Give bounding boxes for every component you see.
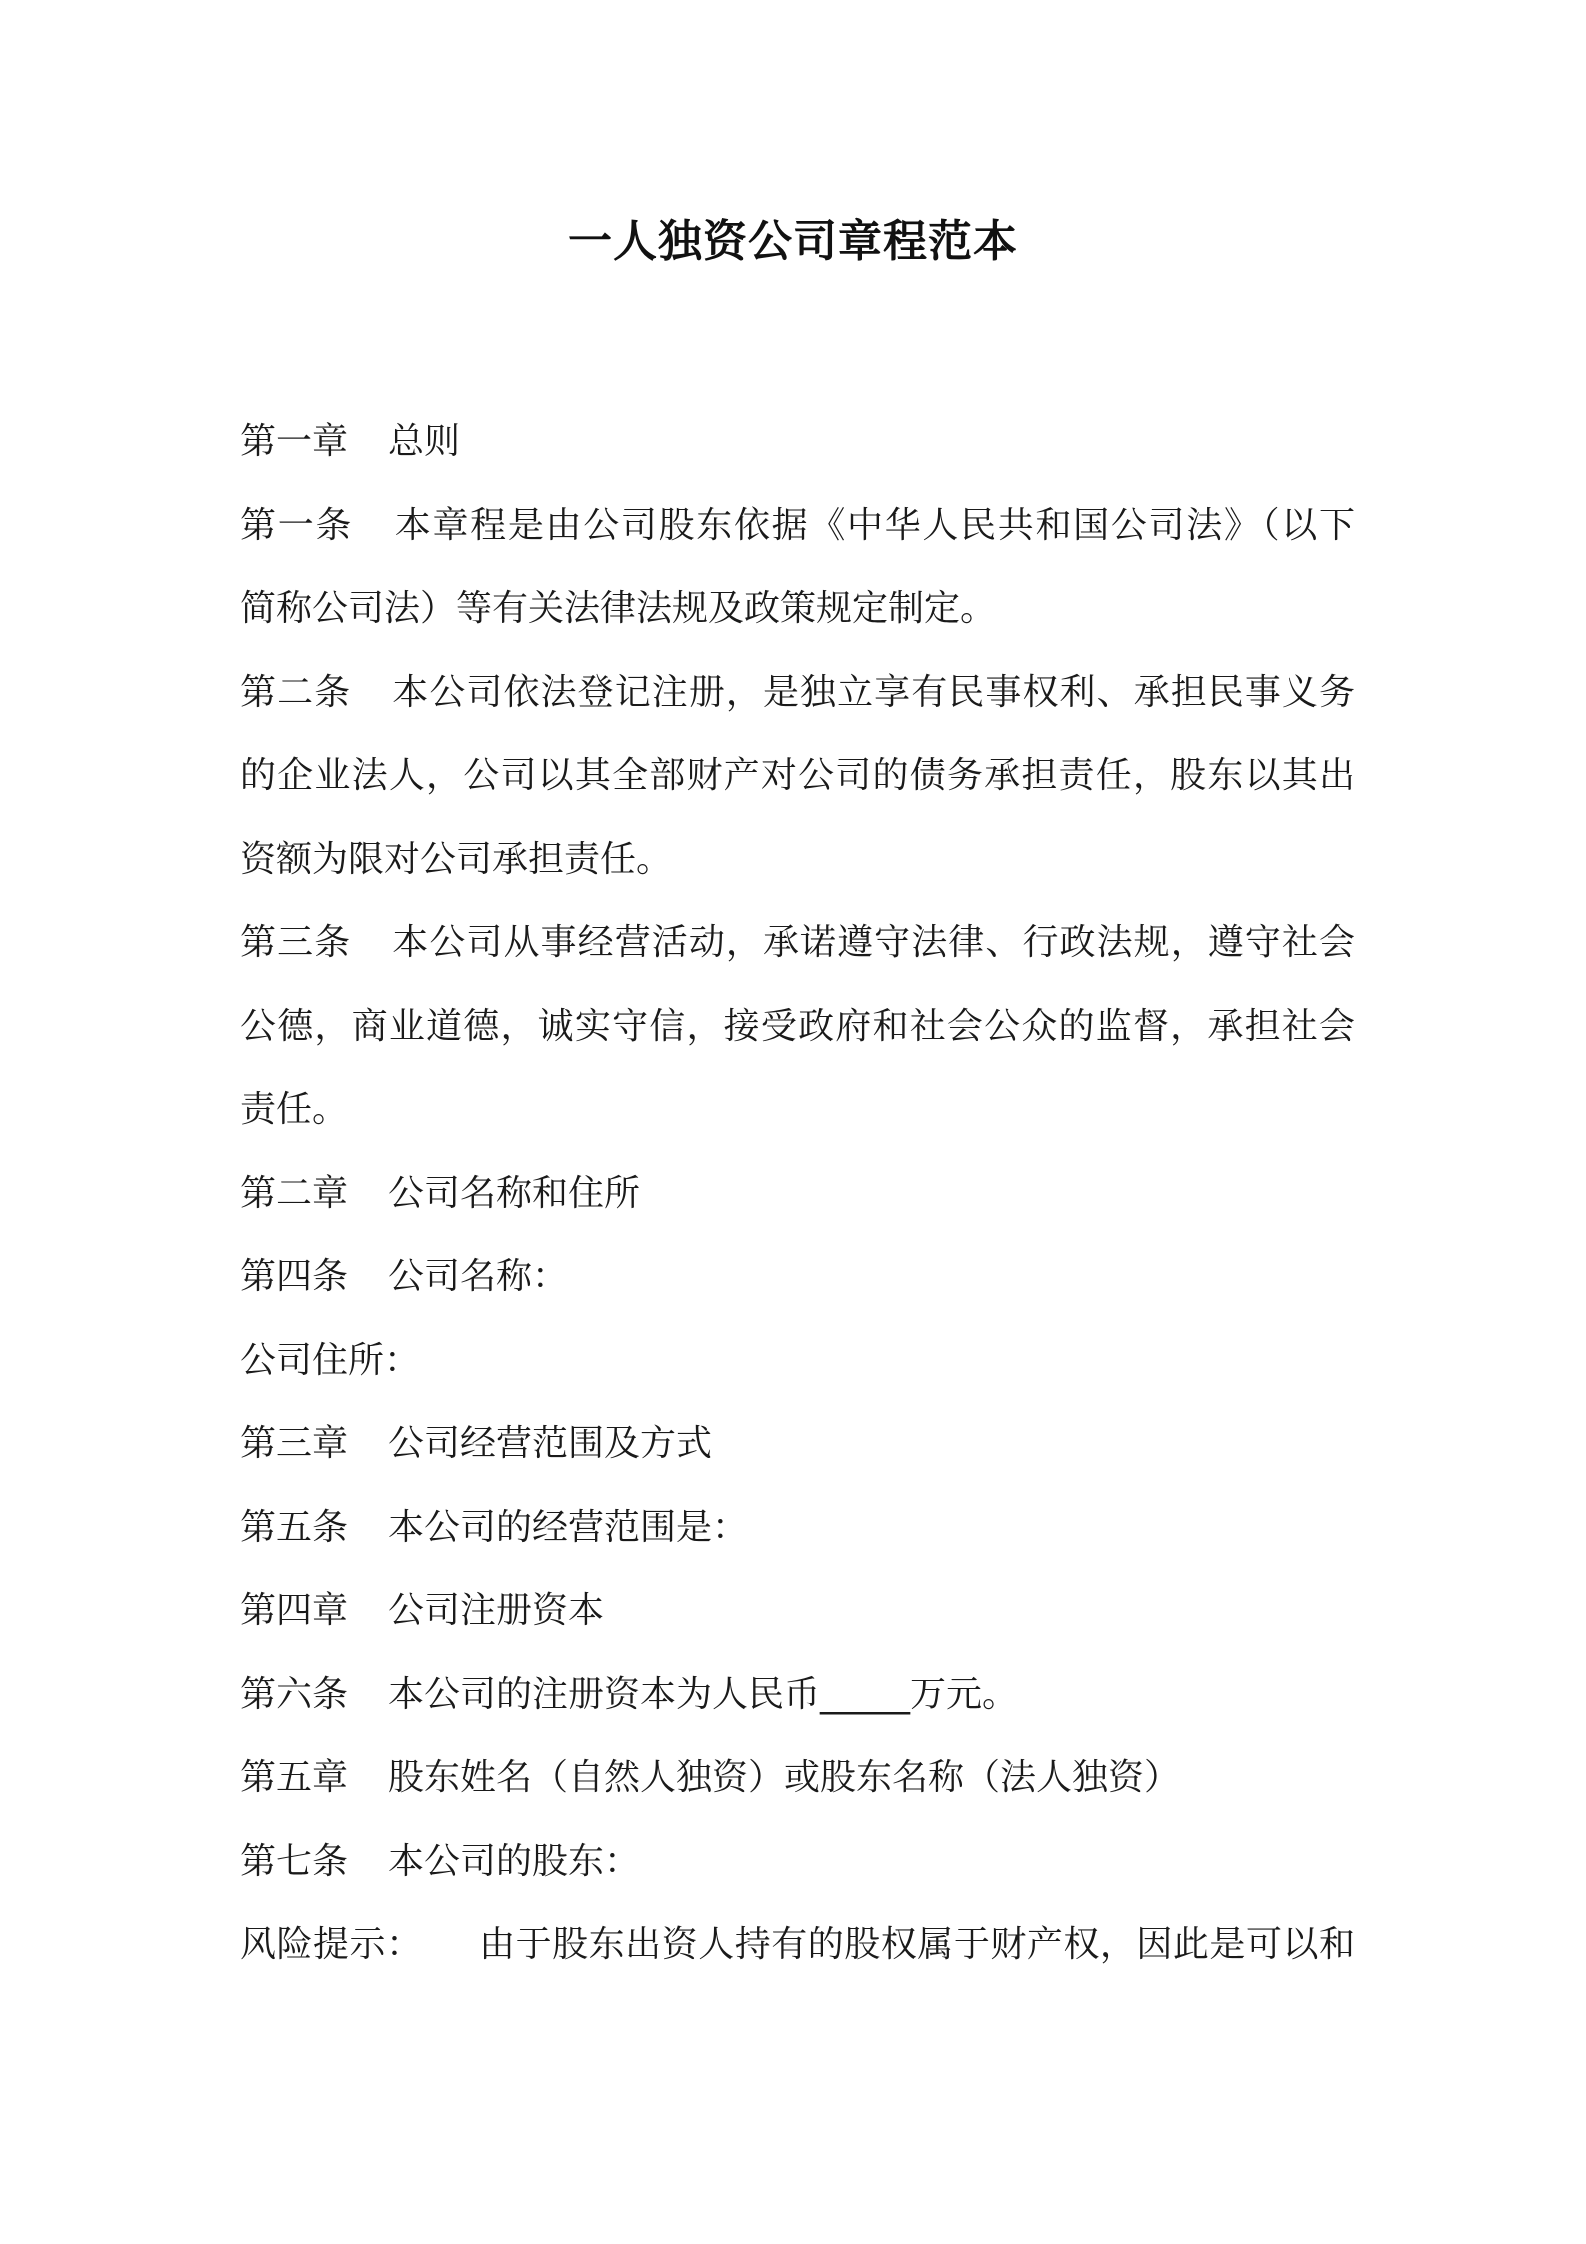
line-label: 第二条 — [240, 671, 352, 713]
line-text: 公司住所： — [240, 1339, 421, 1381]
line-label: 第五条 — [240, 1506, 349, 1548]
article-continuation — [240, 1068, 1355, 1152]
line-text: 公司名称： — [388, 1256, 569, 1297]
article-continuation — [240, 567, 1355, 651]
line-label: 第一章 — [240, 421, 349, 462]
line-text: 的企业法人，公司以其全部财产对公司的债务承担责任，股东以其出 — [240, 755, 1355, 796]
article-line — [240, 1235, 1355, 1319]
line-text: 公司名称和住所 — [388, 1172, 641, 1214]
line-text: 公司经营范围及方式 — [388, 1423, 713, 1464]
line-text: 公司注册资本 — [388, 1590, 605, 1631]
chapter-heading — [240, 1152, 1355, 1236]
risk-notice-line — [240, 1903, 1355, 1987]
article-continuation — [240, 818, 1355, 902]
line-text: 公德，商业道德，诚实守信，接受政府和社会公众的监督，承担社会 — [240, 1005, 1355, 1047]
line-label: 第六条 — [240, 1673, 349, 1715]
article-continuation — [240, 734, 1355, 818]
article-line — [240, 901, 1355, 985]
article-line — [240, 484, 1355, 568]
line-label: 第七条 — [240, 1840, 349, 1882]
chapter-heading — [240, 1402, 1355, 1486]
document-title: 一人独资公司章程范本 — [568, 216, 1018, 267]
line-label: 第二章 — [240, 1172, 349, 1214]
line-label: 第三条 — [240, 922, 352, 963]
article-line — [240, 1820, 1355, 1904]
line-label: 第四条 — [240, 1256, 349, 1297]
line-text: 本公司的注册资本为人民币_____万元。 — [388, 1673, 1019, 1715]
line-label: 第三章 — [240, 1423, 349, 1464]
line-text: 责任。 — [240, 1089, 349, 1130]
line-text: 本公司的经营范围是： — [388, 1506, 749, 1548]
line-text: 本公司的股东： — [388, 1840, 641, 1882]
line-text: 资额为限对公司承担责任。 — [240, 838, 673, 880]
article-line — [240, 651, 1355, 735]
article-continuation — [240, 985, 1355, 1069]
line-text: 本章程是由公司股东依据《中华人民共和国公司法》（以下 — [393, 504, 1355, 546]
line-label: 第五章 — [240, 1757, 349, 1798]
document-body — [240, 400, 1355, 1987]
line-text: 本公司依法登记注册，是独立享有民事权利、承担民事义务 — [391, 671, 1355, 713]
line-text: 简称公司法）等有关法律法规及政策规定制定。 — [240, 588, 997, 629]
line-label: 第四章 — [240, 1590, 349, 1631]
line-text: 本公司从事经营活动，承诺遵守法律、行政法规，遵守社会 — [391, 922, 1355, 963]
line-text: 由于股东出资人持有的股权属于财产权，因此是可以和 — [478, 1924, 1355, 1965]
chapter-heading — [240, 400, 1355, 484]
chapter-heading — [240, 1736, 1355, 1820]
line-text: 股东姓名（自然人独资）或股东名称（法人独资） — [388, 1757, 1181, 1798]
chapter-heading — [240, 1569, 1355, 1653]
line-label: 第一条 — [240, 504, 354, 546]
line-label: 风险提示： — [240, 1924, 423, 1965]
line-text: 总则 — [388, 421, 461, 462]
article-line — [240, 1486, 1355, 1570]
article-line — [240, 1653, 1355, 1737]
article-continuation — [240, 1319, 1355, 1403]
